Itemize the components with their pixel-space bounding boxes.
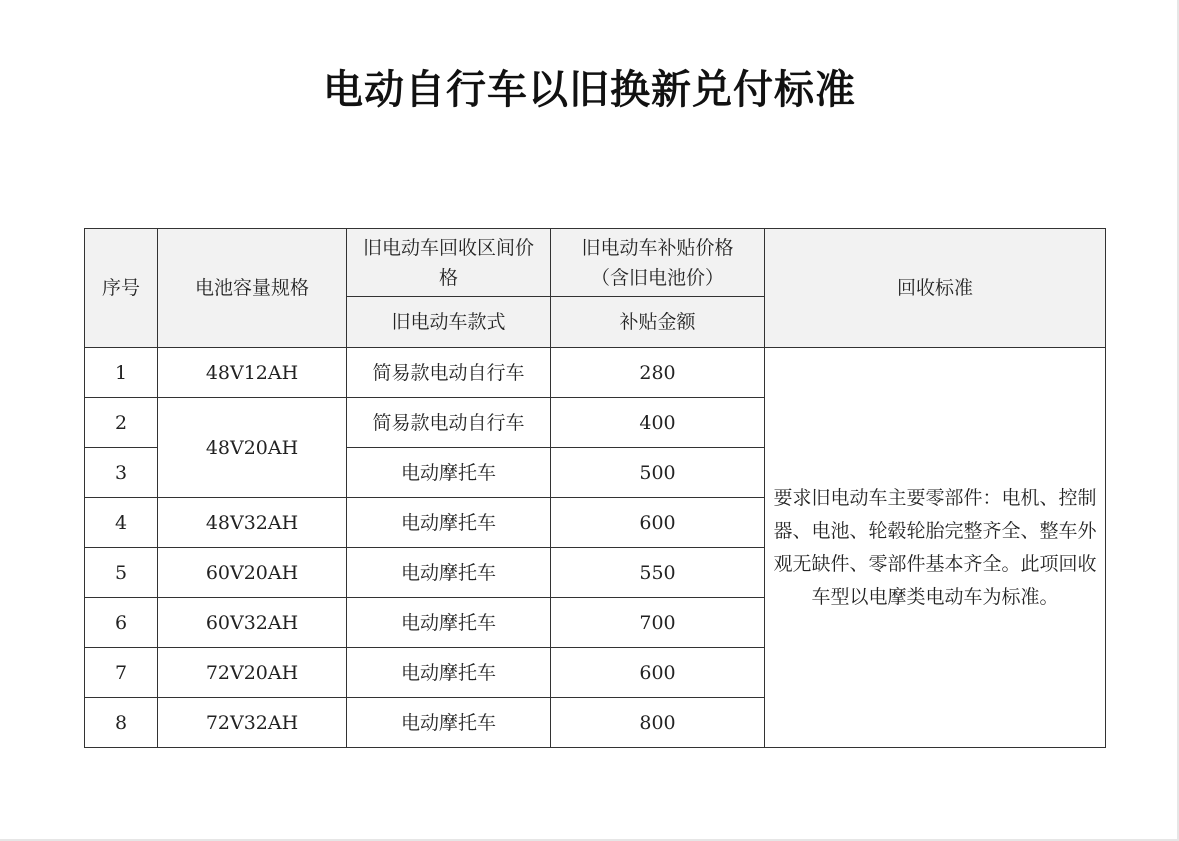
row-spec: 72V32AH bbox=[158, 698, 347, 748]
row-amount: 550 bbox=[551, 548, 765, 598]
row-index: 5 bbox=[85, 548, 158, 598]
table-header-row bbox=[85, 229, 1106, 297]
row-index: 6 bbox=[85, 598, 158, 648]
row-amount: 700 bbox=[551, 598, 765, 648]
row-spec: 72V20AH bbox=[158, 648, 347, 698]
recycle-standard-text: 要求旧电动车主要零部件：电机、控制器、电池、轮毂轮胎完整齐全、整车外观无缺件、零部件基本齐全。此项回收车型以电摩类电动车为标准。 bbox=[765, 348, 1106, 748]
row-amount: 400 bbox=[551, 398, 765, 448]
header-model: 旧电动车款式 bbox=[347, 297, 551, 348]
header-index: 序号 bbox=[85, 229, 158, 348]
row-spec: 48V12AH bbox=[158, 348, 347, 398]
table-row bbox=[85, 348, 1106, 398]
row-model: 电动摩托车 bbox=[347, 598, 551, 648]
row-index: 3 bbox=[85, 448, 158, 498]
page-title: 电动自行车以旧换新兑付标准 bbox=[323, 67, 856, 113]
row-model: 电动摩托车 bbox=[347, 448, 551, 498]
row-spec: 48V20AH bbox=[158, 398, 347, 498]
row-model: 电动摩托车 bbox=[347, 698, 551, 748]
row-model: 简易款电动自行车 bbox=[347, 398, 551, 448]
header-standard: 回收标准 bbox=[765, 229, 1106, 348]
row-spec: 48V32AH bbox=[158, 498, 347, 548]
row-amount: 600 bbox=[551, 648, 765, 698]
row-amount: 600 bbox=[551, 498, 765, 548]
row-model: 简易款电动自行车 bbox=[347, 348, 551, 398]
row-spec: 60V32AH bbox=[158, 598, 347, 648]
row-index: 1 bbox=[85, 348, 158, 398]
row-index: 4 bbox=[85, 498, 158, 548]
header-subsidy-amount: 补贴金额 bbox=[551, 297, 765, 348]
row-index: 8 bbox=[85, 698, 158, 748]
row-amount: 280 bbox=[551, 348, 765, 398]
header-recycle-range: 旧电动车回收区间价格 bbox=[347, 229, 551, 297]
row-index: 2 bbox=[85, 398, 158, 448]
row-amount: 500 bbox=[551, 448, 765, 498]
row-spec: 60V20AH bbox=[158, 548, 347, 598]
subsidy-standard-table bbox=[84, 228, 1106, 748]
header-subsidy-price: 旧电动车补贴价格（含旧电池价） bbox=[551, 229, 765, 297]
row-index: 7 bbox=[85, 648, 158, 698]
row-model: 电动摩托车 bbox=[347, 548, 551, 598]
row-amount: 800 bbox=[551, 698, 765, 748]
row-model: 电动摩托车 bbox=[347, 648, 551, 698]
row-model: 电动摩托车 bbox=[347, 498, 551, 548]
header-battery-spec: 电池容量规格 bbox=[158, 229, 347, 348]
